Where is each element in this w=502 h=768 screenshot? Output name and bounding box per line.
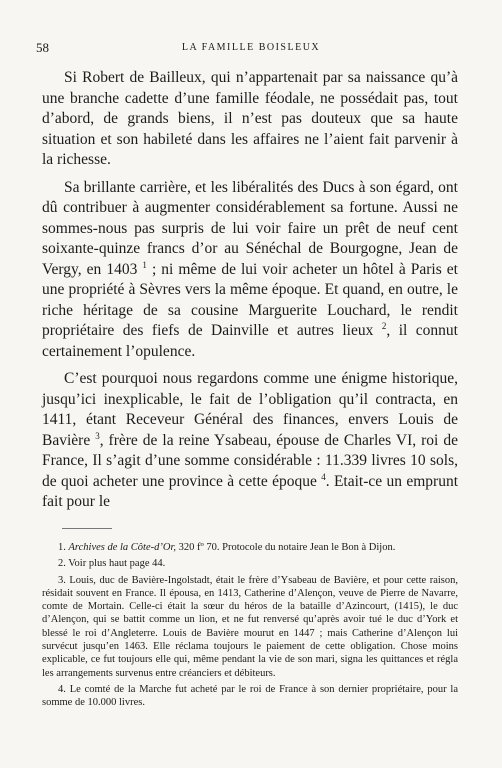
main-text <box>42 68 458 520</box>
footnote-ref-4: 4 <box>321 471 326 482</box>
paragraph-3-text: . Etait-ce un emprunt fait pour le <box>42 472 459 510</box>
footnote-3: 3. Louis, duc de Bavière-Ingolstadt, était le frère d’Ysabeau de Bavière, et pour cette raison, résidait souvent en France. Il épousa, en 1413, Catherine d’Alençon, veuve de Pierre de Navarre, comte de Mortain. Celle-ci était la sœur du héros de la bataille d’Azincourt, (1415), le duc d’Alençon, qui se battit comme un lion, et ne fut renversé qu’après avoir tué le duc d’York et blessé le roi d’Angleterre. Louis de Bavière mourut en 1447 ; mais Catherine d’Alençon lui survécut jusqu’en 1463. Elle réclama toujours le paiement de cette obligation. Chose moins explicable, ce fut toujours elle qui, même pendant la vie de son mari, signa les quittances et régla les arrangements survenus entre créanciers et débiteurs. <box>42 574 458 679</box>
paragraph-3-text: , frère de la reine Ysabeau, épouse de Charles VI, roi de France, Il s’agit d’une somme considérable : 11.339 livres 10 sols, de quoi acheter une province à cette époque <box>42 431 458 490</box>
running-header <box>24 40 478 56</box>
footnote-ref-1: 1 <box>142 259 147 270</box>
footnote-2: 2. Voir plus haut page 44. <box>58 558 166 570</box>
footnote-4: 4. Le comté de la Marche fut acheté par le roi de France à son dernier propriétaire, pour la somme de 10.000 livres. <box>42 683 458 709</box>
paragraph-3-text: C’est pourquoi nous regardons comme une énigme historique, jusqu’ici inexplicable, le fait de l’obligation qu’il contracta, en 1411, étant Receveur Général des finances, envers Louis de Bavière <box>42 370 458 449</box>
paragraph-1: Si Robert de Bailleux, qui n’appartenait par sa naissance qu’à une branche cadette d’une famille féodale, ne possédait pas, tout d’abord, de grands biens, il n’est pas douteux que sa haute situation et son habileté dans les affaires ne l’aient fait parvenir à la richesse. <box>42 69 458 168</box>
running-title: LA FAMILLE BOISLEUX <box>181 42 321 53</box>
paragraph-2-text: , il connut certainement l’opulence. <box>42 322 458 360</box>
footnote-1-source: Archives de la Côte-d’Or, <box>68 542 177 553</box>
paragraph-2-text: ; ni même de lui voir acheter un hôtel à Paris et une propriété à Sèvres vers la même époque. Et quand, en outre, le riche héritage de sa cousine Marguerite Louchard, le rendit propriétaire des fiefs de Dainville et autres lieux <box>42 260 458 339</box>
footnote-1-number: 1. <box>58 542 66 553</box>
paragraph-2 <box>42 178 458 363</box>
paragraph-3 <box>42 369 458 513</box>
footnote-1 <box>42 541 458 554</box>
footnotes <box>42 541 458 713</box>
footnote-1-text: 320 fº 70. Protocole du notaire Jean le Bon à Dijon. <box>176 542 396 553</box>
paragraph-2-text: Sa brillante carrière, et les libéralités des Ducs à son égard, ont dû contribuer à augmenter considérablement sa fortune. Aussi ne sommes-nous pas surpris de lui voir faire un prêt de neuf cent soixante-quinze francs d’or au Sénéchal de Bourgogne, Jean de Vergy, en 1403 <box>42 178 458 278</box>
footnote-ref-2: 2 <box>381 320 387 331</box>
footnote-ref-3: 3 <box>95 430 100 441</box>
footnote-divider <box>62 528 112 529</box>
page-number: 58 <box>36 40 49 55</box>
